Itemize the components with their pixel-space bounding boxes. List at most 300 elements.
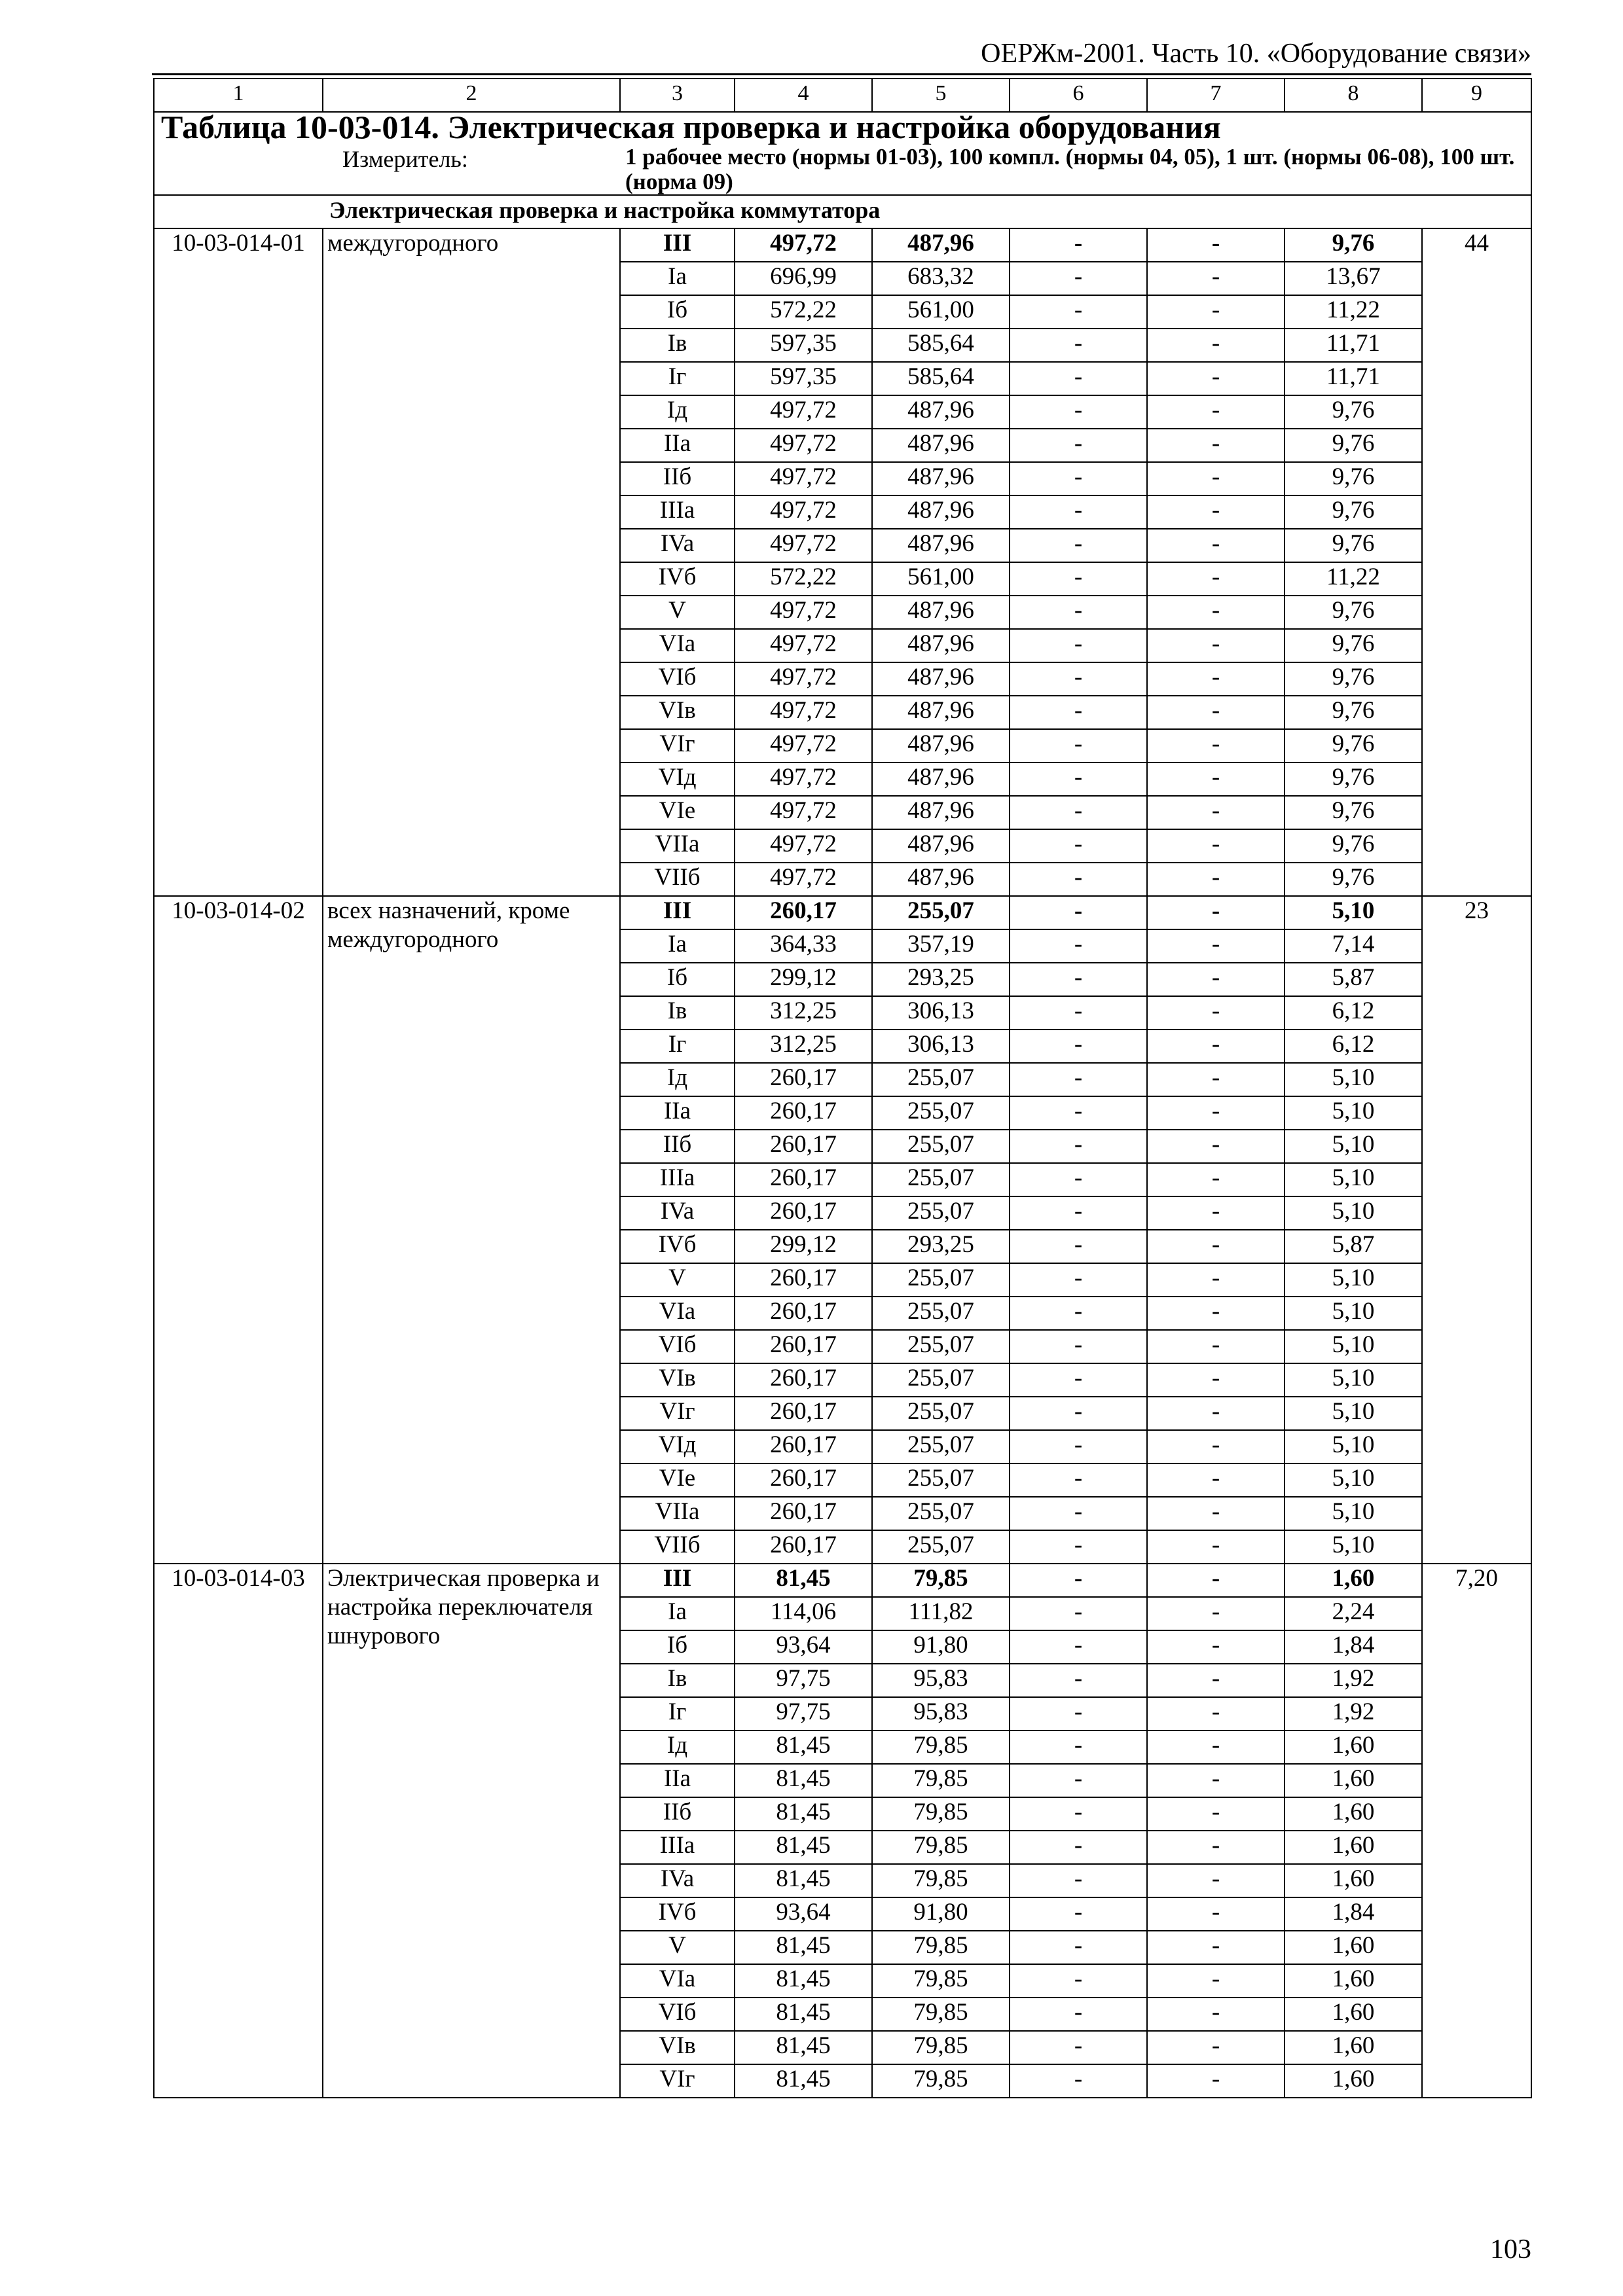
zone-cell: VIa <box>620 1964 735 1998</box>
value-cell: 81,45 <box>735 2064 872 2098</box>
value-cell: 260,17 <box>735 1363 872 1397</box>
value-cell: - <box>1147 1731 1285 1764</box>
zone-cell: VIг <box>620 2064 735 2098</box>
value-cell: - <box>1147 1998 1285 2031</box>
value-cell: 9,76 <box>1285 429 1422 462</box>
value-cell: 255,07 <box>872 1430 1010 1463</box>
zone-cell: VIд <box>620 1430 735 1463</box>
value-cell: 79,85 <box>872 1797 1010 1831</box>
value-cell: 255,07 <box>872 1196 1010 1230</box>
value-cell: - <box>1010 729 1147 762</box>
value-cell: 9,76 <box>1285 696 1422 729</box>
value-cell: - <box>1147 929 1285 963</box>
value-cell: - <box>1010 529 1147 562</box>
value-cell: 255,07 <box>872 1363 1010 1397</box>
zone-cell: IVб <box>620 1897 735 1931</box>
value-cell: - <box>1147 1564 1285 1597</box>
value-cell: - <box>1010 1630 1147 1664</box>
value-cell: 487,96 <box>872 729 1010 762</box>
zone-cell: Iд <box>620 395 735 429</box>
value-cell: 13,67 <box>1285 262 1422 295</box>
zone-cell: IVa <box>620 1864 735 1897</box>
value-cell: 81,45 <box>735 1797 872 1831</box>
zone-cell: VIг <box>620 729 735 762</box>
zone-cell: VIe <box>620 1463 735 1497</box>
zone-cell: IVa <box>620 529 735 562</box>
value-cell: - <box>1147 996 1285 1030</box>
column-header: 9 <box>1422 79 1531 112</box>
value-cell: 497,72 <box>735 696 872 729</box>
value-cell: 5,10 <box>1285 1330 1422 1363</box>
value-cell: - <box>1010 1063 1147 1096</box>
value-cell: 260,17 <box>735 1096 872 1130</box>
value-cell: - <box>1010 696 1147 729</box>
zone-cell: VIe <box>620 796 735 829</box>
column-header: 2 <box>323 79 620 112</box>
zone-cell: IVa <box>620 1196 735 1230</box>
value-cell: 255,07 <box>872 1330 1010 1363</box>
value-cell: 487,96 <box>872 462 1010 495</box>
table-title: Таблица 10-03-014. Электрическая проверка и настройка оборудования <box>154 112 1531 145</box>
zone-cell: VIв <box>620 2031 735 2064</box>
value-cell: - <box>1010 762 1147 796</box>
value-cell: - <box>1010 1263 1147 1297</box>
zone-cell: IIa <box>620 1764 735 1797</box>
value-cell: - <box>1147 529 1285 562</box>
zone-cell: Iв <box>620 329 735 362</box>
value-cell: 255,07 <box>872 1497 1010 1530</box>
value-cell: 5,87 <box>1285 1230 1422 1263</box>
value-cell: 260,17 <box>735 896 872 929</box>
value-cell: 79,85 <box>872 1998 1010 2031</box>
value-cell: 312,25 <box>735 996 872 1030</box>
zone-cell: Iд <box>620 1731 735 1764</box>
value-cell: 487,96 <box>872 662 1010 696</box>
value-cell: 7,14 <box>1285 929 1422 963</box>
value-cell: 9,76 <box>1285 395 1422 429</box>
value-cell: 97,75 <box>735 1697 872 1731</box>
column-header: 7 <box>1147 79 1285 112</box>
value-cell: 81,45 <box>735 1831 872 1864</box>
value-cell: 487,96 <box>872 629 1010 662</box>
value-cell: 5,10 <box>1285 1096 1422 1130</box>
value-cell: - <box>1010 228 1147 262</box>
zone-cell: V <box>620 1931 735 1964</box>
value-cell: 260,17 <box>735 1430 872 1463</box>
value-cell: - <box>1147 329 1285 362</box>
value-cell: - <box>1147 1063 1285 1096</box>
column9-value: 23 <box>1422 896 1531 1564</box>
value-cell: - <box>1010 1096 1147 1130</box>
value-cell: 79,85 <box>872 2031 1010 2064</box>
zone-cell: Iв <box>620 1664 735 1697</box>
value-cell: - <box>1010 295 1147 329</box>
value-cell: 260,17 <box>735 1263 872 1297</box>
value-cell: 487,96 <box>872 529 1010 562</box>
value-cell: 1,60 <box>1285 1864 1422 1897</box>
value-cell: - <box>1010 462 1147 495</box>
value-cell: - <box>1010 1163 1147 1196</box>
value-cell: 260,17 <box>735 1530 872 1564</box>
value-cell: 1,60 <box>1285 1831 1422 1864</box>
value-cell: 497,72 <box>735 762 872 796</box>
value-cell: 81,45 <box>735 1998 872 2031</box>
zone-cell: Iг <box>620 1030 735 1063</box>
value-cell: 497,72 <box>735 495 872 529</box>
value-cell: 5,10 <box>1285 1297 1422 1330</box>
value-cell: - <box>1010 829 1147 863</box>
value-cell: 487,96 <box>872 429 1010 462</box>
value-cell: 11,22 <box>1285 295 1422 329</box>
value-cell: 260,17 <box>735 1130 872 1163</box>
value-cell: 585,64 <box>872 329 1010 362</box>
value-cell: - <box>1147 1597 1285 1630</box>
value-cell: 497,72 <box>735 863 872 896</box>
value-cell: - <box>1010 863 1147 896</box>
value-cell: - <box>1010 662 1147 696</box>
value-cell: 255,07 <box>872 896 1010 929</box>
value-cell: - <box>1010 1030 1147 1063</box>
table-row <box>154 1564 1531 1597</box>
value-cell: 5,10 <box>1285 1397 1422 1430</box>
norm-code: 10-03-014-03 <box>154 1564 323 2098</box>
value-cell: - <box>1010 1564 1147 1597</box>
value-cell: 81,45 <box>735 1864 872 1897</box>
value-cell: - <box>1147 762 1285 796</box>
value-cell: 255,07 <box>872 1263 1010 1297</box>
value-cell: - <box>1010 1363 1147 1397</box>
value-cell: 5,10 <box>1285 1463 1422 1497</box>
zone-cell: Ia <box>620 1597 735 1630</box>
value-cell: - <box>1147 2031 1285 2064</box>
value-cell: 1,60 <box>1285 1964 1422 1998</box>
value-cell: - <box>1147 1030 1285 1063</box>
value-cell: - <box>1147 729 1285 762</box>
value-cell: 306,13 <box>872 1030 1010 1063</box>
value-cell: 9,76 <box>1285 529 1422 562</box>
zone-cell: Ia <box>620 262 735 295</box>
zone-cell: V <box>620 596 735 629</box>
value-cell: 5,87 <box>1285 963 1422 996</box>
value-cell: 255,07 <box>872 1397 1010 1430</box>
value-cell: 93,64 <box>735 1630 872 1664</box>
value-cell: 11,22 <box>1285 562 1422 596</box>
norm-code: 10-03-014-01 <box>154 228 323 896</box>
value-cell: 95,83 <box>872 1664 1010 1697</box>
zone-cell: VIв <box>620 1363 735 1397</box>
value-cell: 9,76 <box>1285 863 1422 896</box>
norm-name: всех назначений, кроме междугородного <box>323 896 620 1564</box>
value-cell: 79,85 <box>872 1931 1010 1964</box>
value-cell: - <box>1010 1931 1147 1964</box>
zone-cell: Ia <box>620 929 735 963</box>
value-cell: 1,84 <box>1285 1897 1422 1931</box>
value-cell: 260,17 <box>735 1330 872 1363</box>
value-cell: - <box>1010 2031 1147 2064</box>
value-cell: 9,76 <box>1285 796 1422 829</box>
value-cell: 1,60 <box>1285 1931 1422 1964</box>
measure-value: 1 рабочее место (нормы 01-03), 100 компл. (нормы 04, 05), 1 шт. (нормы 06-08), 100 шт. (норма 09) <box>620 145 1531 195</box>
value-cell: 497,72 <box>735 596 872 629</box>
norm-name: Электрическая проверка и настройка переключателя шнурового <box>323 1564 620 2098</box>
value-cell: - <box>1147 829 1285 863</box>
value-cell: 255,07 <box>872 1297 1010 1330</box>
zone-cell: IIa <box>620 1096 735 1130</box>
value-cell: 299,12 <box>735 1230 872 1263</box>
value-cell: 683,32 <box>872 262 1010 295</box>
value-cell: 255,07 <box>872 1463 1010 1497</box>
value-cell: 79,85 <box>872 2064 1010 2098</box>
value-cell: - <box>1147 1530 1285 1564</box>
value-cell: - <box>1010 1297 1147 1330</box>
column-header: 6 <box>1010 79 1147 112</box>
zone-cell: Iб <box>620 963 735 996</box>
value-cell: 572,22 <box>735 562 872 596</box>
value-cell: 585,64 <box>872 362 1010 395</box>
zone-cell: VIб <box>620 662 735 696</box>
value-cell: 79,85 <box>872 1764 1010 1797</box>
column9-value: 7,20 <box>1422 1564 1531 2098</box>
value-cell: 1,60 <box>1285 1998 1422 2031</box>
value-cell: - <box>1010 1230 1147 1263</box>
value-cell: 572,22 <box>735 295 872 329</box>
value-cell: - <box>1010 1530 1147 1564</box>
zone-cell: VIIa <box>620 1497 735 1530</box>
value-cell: 497,72 <box>735 662 872 696</box>
value-cell: 1,84 <box>1285 1630 1422 1664</box>
value-cell: 5,10 <box>1285 1263 1422 1297</box>
table-row <box>154 228 1531 262</box>
value-cell: 497,72 <box>735 429 872 462</box>
value-cell: 6,12 <box>1285 1030 1422 1063</box>
value-cell: - <box>1147 2064 1285 2098</box>
value-cell: - <box>1147 796 1285 829</box>
rates-table <box>153 78 1532 2098</box>
value-cell: 6,12 <box>1285 996 1422 1030</box>
value-cell: - <box>1010 629 1147 662</box>
value-cell: 299,12 <box>735 963 872 996</box>
value-cell: 79,85 <box>872 1864 1010 1897</box>
value-cell: 93,64 <box>735 1897 872 1931</box>
value-cell: 1,92 <box>1285 1697 1422 1731</box>
value-cell: - <box>1010 429 1147 462</box>
norm-code: 10-03-014-02 <box>154 896 323 1564</box>
value-cell: - <box>1010 329 1147 362</box>
value-cell: - <box>1147 1230 1285 1263</box>
value-cell: - <box>1010 395 1147 429</box>
value-cell: 255,07 <box>872 1530 1010 1564</box>
value-cell: - <box>1147 1430 1285 1463</box>
value-cell: 597,35 <box>735 362 872 395</box>
zone-cell: III <box>620 896 735 929</box>
value-cell: 364,33 <box>735 929 872 963</box>
value-cell: - <box>1010 929 1147 963</box>
value-cell: - <box>1010 1397 1147 1430</box>
value-cell: 561,00 <box>872 295 1010 329</box>
running-header: ОЕРЖм-2001. Часть 10. «Оборудование связи» <box>981 39 1531 69</box>
zone-cell: VIб <box>620 1330 735 1363</box>
value-cell: 9,76 <box>1285 829 1422 863</box>
value-cell: 9,76 <box>1285 462 1422 495</box>
value-cell: - <box>1147 662 1285 696</box>
value-cell: 255,07 <box>872 1096 1010 1130</box>
value-cell: 255,07 <box>872 1063 1010 1096</box>
value-cell: 79,85 <box>872 1831 1010 1864</box>
value-cell: 5,10 <box>1285 1130 1422 1163</box>
value-cell: 81,45 <box>735 1764 872 1797</box>
value-cell: 293,25 <box>872 1230 1010 1263</box>
value-cell: 1,60 <box>1285 1797 1422 1831</box>
value-cell: 1,60 <box>1285 2031 1422 2064</box>
value-cell: - <box>1147 1096 1285 1130</box>
measure-label: Измеритель: <box>323 145 620 195</box>
value-cell: - <box>1147 395 1285 429</box>
value-cell: - <box>1147 562 1285 596</box>
value-cell: - <box>1147 495 1285 529</box>
zone-cell: Iб <box>620 295 735 329</box>
value-cell: - <box>1147 1163 1285 1196</box>
value-cell: - <box>1010 495 1147 529</box>
value-cell: - <box>1010 1330 1147 1363</box>
value-cell: 81,45 <box>735 2031 872 2064</box>
value-cell: - <box>1147 1463 1285 1497</box>
value-cell: - <box>1010 1463 1147 1497</box>
value-cell: 9,76 <box>1285 228 1422 262</box>
value-cell: 9,76 <box>1285 729 1422 762</box>
value-cell: - <box>1147 1196 1285 1230</box>
value-cell: 597,35 <box>735 329 872 362</box>
value-cell: 1,60 <box>1285 1731 1422 1764</box>
value-cell: - <box>1147 1330 1285 1363</box>
zone-cell: Iг <box>620 362 735 395</box>
value-cell: 357,19 <box>872 929 1010 963</box>
value-cell: 79,85 <box>872 1731 1010 1764</box>
value-cell: - <box>1010 362 1147 395</box>
value-cell: 487,96 <box>872 796 1010 829</box>
value-cell: 5,10 <box>1285 1363 1422 1397</box>
value-cell: 497,72 <box>735 629 872 662</box>
value-cell: - <box>1147 1697 1285 1731</box>
value-cell: - <box>1147 963 1285 996</box>
zone-cell: IIб <box>620 462 735 495</box>
value-cell: - <box>1147 1297 1285 1330</box>
value-cell: - <box>1147 1764 1285 1797</box>
value-cell: - <box>1147 1630 1285 1664</box>
measure-row <box>154 145 1531 195</box>
value-cell: - <box>1010 1731 1147 1764</box>
value-cell: 1,92 <box>1285 1664 1422 1697</box>
column9-value: 44 <box>1422 228 1531 896</box>
zone-cell: VIIб <box>620 1530 735 1564</box>
value-cell: - <box>1147 1497 1285 1530</box>
value-cell: - <box>1147 1864 1285 1897</box>
value-cell: - <box>1147 1797 1285 1831</box>
value-cell: 111,82 <box>872 1597 1010 1630</box>
column-header: 8 <box>1285 79 1422 112</box>
value-cell: - <box>1010 1764 1147 1797</box>
column-header: 3 <box>620 79 735 112</box>
zone-cell: IVб <box>620 1230 735 1263</box>
zone-cell: V <box>620 1263 735 1297</box>
zone-cell: VIб <box>620 1998 735 2031</box>
value-cell: 497,72 <box>735 796 872 829</box>
value-cell: 114,06 <box>735 1597 872 1630</box>
value-cell: - <box>1010 1664 1147 1697</box>
header-rule <box>152 73 1531 75</box>
value-cell: 487,96 <box>872 228 1010 262</box>
zone-cell: IIIa <box>620 1831 735 1864</box>
title-row <box>154 112 1531 145</box>
value-cell: - <box>1010 596 1147 629</box>
value-cell: - <box>1147 1931 1285 1964</box>
value-cell: 260,17 <box>735 1163 872 1196</box>
value-cell: - <box>1010 1897 1147 1931</box>
zone-cell: VIIa <box>620 829 735 863</box>
column-header: 4 <box>735 79 872 112</box>
value-cell: - <box>1147 1664 1285 1697</box>
value-cell: - <box>1147 1130 1285 1163</box>
value-cell: 497,72 <box>735 462 872 495</box>
value-cell: 79,85 <box>872 1964 1010 1998</box>
value-cell: 95,83 <box>872 1697 1010 1731</box>
value-cell: 11,71 <box>1285 362 1422 395</box>
value-cell: - <box>1147 462 1285 495</box>
zone-cell: VIIб <box>620 863 735 896</box>
value-cell: - <box>1147 896 1285 929</box>
value-cell: - <box>1010 963 1147 996</box>
zone-cell: Iд <box>620 1063 735 1096</box>
value-cell: - <box>1147 295 1285 329</box>
value-cell: 5,10 <box>1285 896 1422 929</box>
value-cell: 293,25 <box>872 963 1010 996</box>
value-cell: 487,96 <box>872 596 1010 629</box>
zone-cell: IIб <box>620 1797 735 1831</box>
value-cell: 5,10 <box>1285 1063 1422 1096</box>
value-cell: - <box>1147 362 1285 395</box>
zone-cell: VIг <box>620 1397 735 1430</box>
zone-cell: III <box>620 1564 735 1597</box>
value-cell: - <box>1010 262 1147 295</box>
value-cell: 81,45 <box>735 1731 872 1764</box>
value-cell: 91,80 <box>872 1897 1010 1931</box>
value-cell: 306,13 <box>872 996 1010 1030</box>
value-cell: - <box>1010 1697 1147 1731</box>
value-cell: 5,10 <box>1285 1163 1422 1196</box>
zone-cell: VIa <box>620 1297 735 1330</box>
column-header: 5 <box>872 79 1010 112</box>
value-cell: 81,45 <box>735 1931 872 1964</box>
value-cell: - <box>1147 1263 1285 1297</box>
value-cell: - <box>1010 1831 1147 1864</box>
value-cell: 11,71 <box>1285 329 1422 362</box>
zone-cell: VIв <box>620 696 735 729</box>
value-cell: 260,17 <box>735 1297 872 1330</box>
value-cell: - <box>1010 1130 1147 1163</box>
value-cell: 81,45 <box>735 1564 872 1597</box>
value-cell: - <box>1010 996 1147 1030</box>
value-cell: - <box>1010 1430 1147 1463</box>
value-cell: - <box>1010 1597 1147 1630</box>
value-cell: 497,72 <box>735 395 872 429</box>
value-cell: 260,17 <box>735 1063 872 1096</box>
zone-cell: III <box>620 228 735 262</box>
value-cell: - <box>1147 1363 1285 1397</box>
value-cell: 497,72 <box>735 529 872 562</box>
value-cell: - <box>1010 2064 1147 2098</box>
value-cell: 2,24 <box>1285 1597 1422 1630</box>
value-cell: 487,96 <box>872 863 1010 896</box>
value-cell: 260,17 <box>735 1497 872 1530</box>
